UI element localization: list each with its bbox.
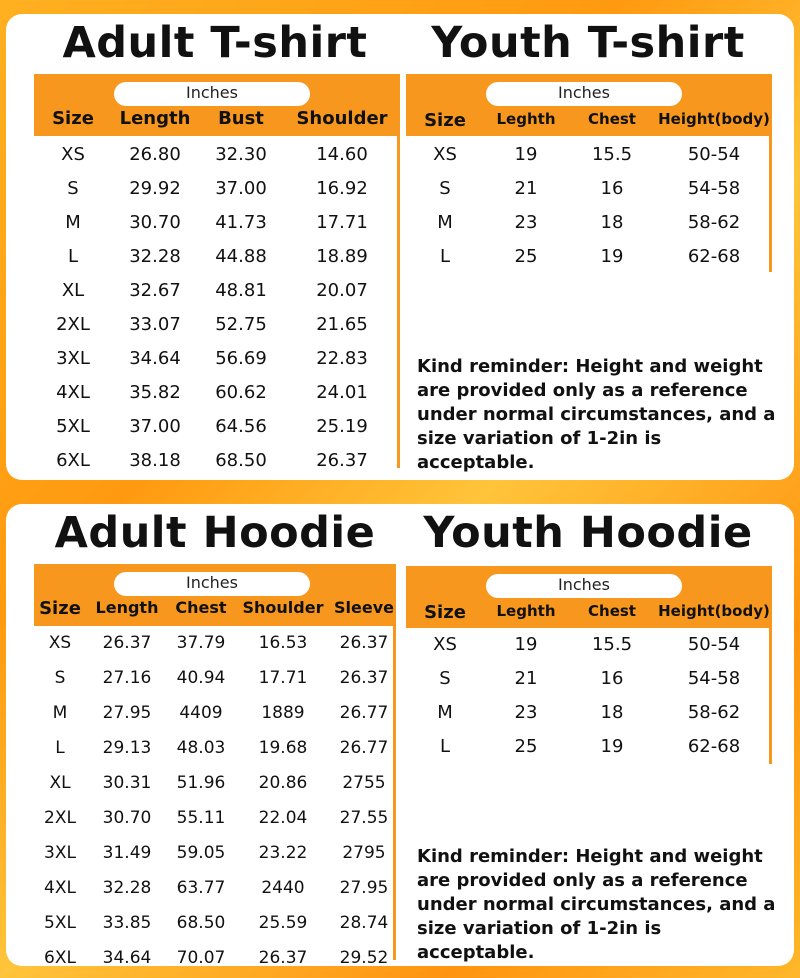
table-row bbox=[34, 836, 396, 871]
measurement-cell: 22.83 bbox=[316, 348, 368, 369]
table-row bbox=[34, 906, 396, 941]
table-row bbox=[34, 941, 396, 976]
measurement-cell: 31.49 bbox=[102, 843, 152, 863]
measurement-cell: 35.82 bbox=[129, 382, 181, 403]
measurement-cell: 2440 bbox=[261, 878, 305, 898]
measurement-cell: 17.71 bbox=[316, 212, 368, 233]
measurement-cell: 30.31 bbox=[102, 773, 152, 793]
measurement-cell: 54-58 bbox=[687, 178, 741, 199]
table-row bbox=[34, 801, 396, 836]
youth-tshirt-title: Youth T-shirt bbox=[431, 18, 745, 68]
measurement-cell: 1889 bbox=[261, 703, 305, 723]
measurement-cell: 68.50 bbox=[176, 913, 226, 933]
measurement-cell: 62-68 bbox=[687, 736, 741, 757]
measurement-cell: 21 bbox=[514, 178, 538, 199]
measurement-cell: 27.16 bbox=[102, 668, 152, 688]
table-row bbox=[34, 342, 400, 376]
size-cell: L bbox=[439, 736, 451, 757]
measurement-cell: 32.30 bbox=[215, 144, 267, 165]
measurement-cell: 2755 bbox=[342, 773, 386, 793]
size-cell: 6XL bbox=[56, 450, 90, 471]
measurement-cell: 33.85 bbox=[102, 913, 152, 933]
measurement-cell: 16.92 bbox=[316, 178, 368, 199]
measurement-cell: 27.55 bbox=[339, 808, 389, 828]
measurement-cell: 33.07 bbox=[129, 314, 181, 335]
column-header: Bust bbox=[218, 108, 264, 129]
table-row bbox=[406, 696, 772, 730]
measurement-cell: 25 bbox=[514, 246, 538, 267]
measurement-cell: 21 bbox=[514, 668, 538, 689]
size-cell: XL bbox=[61, 280, 85, 301]
table-row bbox=[406, 240, 772, 274]
table-row bbox=[34, 138, 400, 172]
column-header: Chest bbox=[175, 598, 227, 617]
table-row bbox=[406, 206, 772, 240]
measurement-cell: 51.96 bbox=[176, 773, 226, 793]
measurement-cell: 32.28 bbox=[129, 246, 181, 267]
measurement-cell: 26.37 bbox=[339, 668, 389, 688]
measurement-cell: 34.64 bbox=[102, 948, 152, 968]
table-body bbox=[406, 138, 772, 274]
measurement-cell: 27.95 bbox=[339, 878, 389, 898]
size-cell: XS bbox=[48, 633, 72, 653]
size-cell: M bbox=[65, 212, 81, 233]
measurement-cell: 16 bbox=[600, 178, 624, 199]
table-body bbox=[406, 628, 772, 764]
measurement-cell: 14.60 bbox=[316, 144, 368, 165]
table-row bbox=[34, 172, 400, 206]
measurement-cell: 19 bbox=[514, 144, 538, 165]
measurement-cell: 58-62 bbox=[687, 702, 741, 723]
size-cell: L bbox=[67, 246, 79, 267]
measurement-cell: 44.88 bbox=[215, 246, 267, 267]
measurement-cell: 2795 bbox=[342, 843, 386, 863]
measurement-cell: 19.68 bbox=[258, 738, 308, 758]
table-body bbox=[34, 138, 400, 478]
table-row bbox=[34, 240, 400, 274]
size-cell: M bbox=[52, 703, 68, 723]
youth-hoodie-reminder: Kind reminder: Height and weight are provided only as a reference under normal circumstances, and a size variation of 1-2in is acceptable. bbox=[417, 846, 776, 963]
table-row bbox=[406, 138, 772, 172]
measurement-cell: 29.92 bbox=[129, 178, 181, 199]
table-row bbox=[34, 766, 396, 801]
size-cell: S bbox=[439, 668, 451, 689]
youth-hoodie-title: Youth Hoodie bbox=[423, 508, 753, 558]
measurement-cell: 17.71 bbox=[258, 668, 308, 688]
measurement-cell: 58-62 bbox=[687, 212, 741, 233]
size-cell: 2XL bbox=[44, 808, 76, 828]
column-headers bbox=[406, 602, 772, 623]
size-cell: XL bbox=[49, 773, 71, 793]
column-headers bbox=[406, 110, 772, 131]
measurement-cell: 25.59 bbox=[258, 913, 308, 933]
measurement-cell: 25.19 bbox=[316, 416, 368, 437]
column-header: Leghth bbox=[496, 602, 556, 620]
column-header: Length bbox=[95, 598, 159, 617]
size-cell: L bbox=[439, 246, 451, 267]
size-cell: 3XL bbox=[56, 348, 90, 369]
column-header: Size bbox=[424, 602, 466, 623]
measurement-cell: 62-68 bbox=[687, 246, 741, 267]
size-cell: M bbox=[437, 702, 453, 723]
table-row bbox=[406, 730, 772, 764]
table-row bbox=[406, 172, 772, 206]
measurement-cell: 16 bbox=[600, 668, 624, 689]
measurement-cell: 30.70 bbox=[102, 808, 152, 828]
measurement-cell: 29.52 bbox=[339, 948, 389, 968]
size-cell: M bbox=[437, 212, 453, 233]
measurement-cell: 30.70 bbox=[129, 212, 181, 233]
table-row bbox=[406, 628, 772, 662]
measurement-cell: 38.18 bbox=[129, 450, 181, 471]
size-cell: 5XL bbox=[56, 416, 90, 437]
size-cell: L bbox=[55, 738, 65, 758]
table-row bbox=[34, 410, 400, 444]
table-row bbox=[34, 626, 396, 661]
size-cell: 6XL bbox=[44, 948, 76, 968]
measurement-cell: 24.01 bbox=[316, 382, 368, 403]
measurement-cell: 26.77 bbox=[339, 703, 389, 723]
size-cell: 3XL bbox=[44, 843, 76, 863]
adult-tshirt-size-table bbox=[34, 74, 400, 471]
column-headers bbox=[34, 598, 396, 619]
size-cell: 2XL bbox=[56, 314, 90, 335]
measurement-cell: 56.69 bbox=[215, 348, 267, 369]
table-row bbox=[34, 376, 400, 410]
column-header: Sleeve bbox=[334, 598, 394, 617]
table-row bbox=[406, 662, 772, 696]
measurement-cell: 20.07 bbox=[316, 280, 368, 301]
measurement-cell: 32.67 bbox=[129, 280, 181, 301]
column-header: Size bbox=[39, 598, 81, 619]
size-cell: 4XL bbox=[44, 878, 76, 898]
table-row bbox=[34, 871, 396, 906]
column-header: Height(body) bbox=[658, 110, 770, 128]
measurement-cell: 20.86 bbox=[258, 773, 308, 793]
measurement-cell: 41.73 bbox=[215, 212, 267, 233]
measurement-cell: 60.62 bbox=[215, 382, 267, 403]
measurement-cell: 55.11 bbox=[176, 808, 226, 828]
column-header: Chest bbox=[588, 602, 636, 620]
measurement-cell: 48.03 bbox=[176, 738, 226, 758]
measurement-cell: 48.81 bbox=[215, 280, 267, 301]
unit-label: Inches bbox=[486, 82, 682, 106]
table-row bbox=[34, 206, 400, 240]
size-cell: XS bbox=[433, 144, 457, 165]
youth-tshirt-size-table bbox=[406, 74, 772, 272]
table-row bbox=[34, 661, 396, 696]
size-cell: XS bbox=[61, 144, 85, 165]
table-body bbox=[34, 626, 396, 976]
youth-tshirt-reminder: Kind reminder: Height and weight are provided only as a reference under normal circumstances, and a size variation of 1-2in is acceptable. bbox=[417, 356, 776, 473]
measurement-cell: 18.89 bbox=[316, 246, 368, 267]
column-header: Height(body) bbox=[658, 602, 770, 620]
measurement-cell: 4409 bbox=[179, 703, 223, 723]
measurement-cell: 26.77 bbox=[339, 738, 389, 758]
measurement-cell: 68.50 bbox=[215, 450, 267, 471]
column-header: Chest bbox=[588, 110, 636, 128]
measurement-cell: 26.37 bbox=[258, 948, 308, 968]
adult-hoodie-size-table bbox=[34, 564, 396, 968]
measurement-cell: 63.77 bbox=[176, 878, 226, 898]
measurement-cell: 16.53 bbox=[258, 633, 308, 653]
column-header: Size bbox=[52, 108, 94, 129]
size-cell: S bbox=[439, 178, 451, 199]
measurement-cell: 23 bbox=[514, 702, 538, 723]
measurement-cell: 50-54 bbox=[687, 634, 741, 655]
column-header: Length bbox=[119, 108, 191, 129]
column-header: Shoulder bbox=[296, 108, 388, 129]
column-header: Leghth bbox=[496, 110, 556, 128]
adult-hoodie-title: Adult Hoodie bbox=[54, 508, 376, 558]
measurement-cell: 19 bbox=[514, 634, 538, 655]
measurement-cell: 19 bbox=[600, 246, 624, 267]
measurement-cell: 28.74 bbox=[339, 913, 389, 933]
table-row bbox=[34, 308, 400, 342]
table-row bbox=[34, 696, 396, 731]
size-cell: 4XL bbox=[56, 382, 90, 403]
table-row bbox=[34, 444, 400, 478]
table-row bbox=[34, 731, 396, 766]
column-header: Size bbox=[424, 110, 466, 131]
measurement-cell: 18 bbox=[600, 702, 624, 723]
measurement-cell: 32.28 bbox=[102, 878, 152, 898]
measurement-cell: 23.22 bbox=[258, 843, 308, 863]
measurement-cell: 37.00 bbox=[215, 178, 267, 199]
unit-label: Inches bbox=[486, 574, 682, 598]
measurement-cell: 37.79 bbox=[176, 633, 226, 653]
unit-label: Inches bbox=[114, 82, 310, 106]
measurement-cell: 40.94 bbox=[176, 668, 226, 688]
measurement-cell: 15.5 bbox=[591, 634, 633, 655]
youth-hoodie-size-table bbox=[406, 566, 772, 764]
measurement-cell: 26.37 bbox=[339, 633, 389, 653]
measurement-cell: 54-58 bbox=[687, 668, 741, 689]
measurement-cell: 59.05 bbox=[176, 843, 226, 863]
measurement-cell: 34.64 bbox=[129, 348, 181, 369]
table-row bbox=[34, 274, 400, 308]
measurement-cell: 37.00 bbox=[129, 416, 181, 437]
unit-label: Inches bbox=[114, 572, 310, 596]
measurement-cell: 18 bbox=[600, 212, 624, 233]
measurement-cell: 26.80 bbox=[129, 144, 181, 165]
measurement-cell: 23 bbox=[514, 212, 538, 233]
measurement-cell: 26.37 bbox=[102, 633, 152, 653]
column-headers bbox=[34, 108, 400, 129]
size-cell: XS bbox=[433, 634, 457, 655]
measurement-cell: 15.5 bbox=[591, 144, 633, 165]
measurement-cell: 52.75 bbox=[215, 314, 267, 335]
measurement-cell: 22.04 bbox=[258, 808, 308, 828]
measurement-cell: 64.56 bbox=[215, 416, 267, 437]
measurement-cell: 26.37 bbox=[316, 450, 368, 471]
measurement-cell: 19 bbox=[600, 736, 624, 757]
size-cell: 5XL bbox=[44, 913, 76, 933]
measurement-cell: 25 bbox=[514, 736, 538, 757]
size-cell: S bbox=[67, 178, 79, 199]
measurement-cell: 27.95 bbox=[102, 703, 152, 723]
column-header: Shoulder bbox=[242, 598, 324, 617]
measurement-cell: 70.07 bbox=[176, 948, 226, 968]
measurement-cell: 21.65 bbox=[316, 314, 368, 335]
adult-tshirt-title: Adult T-shirt bbox=[62, 18, 368, 68]
measurement-cell: 50-54 bbox=[687, 144, 741, 165]
size-cell: S bbox=[54, 668, 66, 688]
measurement-cell: 29.13 bbox=[102, 738, 152, 758]
